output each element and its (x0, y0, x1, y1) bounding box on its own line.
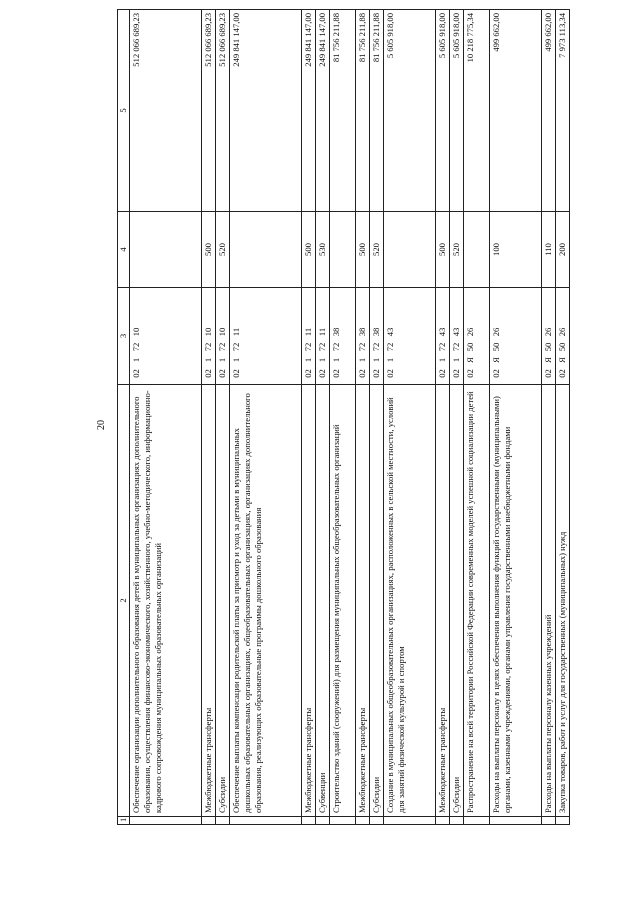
table-row (216, 10, 230, 825)
cell-empty (356, 817, 370, 825)
header-col-2: 2 (118, 385, 130, 817)
table-row (330, 10, 356, 825)
cell-code (464, 288, 490, 385)
cell-sum: 81 756 211,88 (356, 10, 370, 212)
table-row (302, 10, 316, 825)
cell-sum: 499 662,00 (542, 10, 556, 212)
code-subprogram: 1 (317, 357, 327, 363)
cell-name: Закупка товаров, работ и услуг для государственных (муниципальных) нужд (556, 385, 570, 817)
code-direction: 72 (317, 342, 327, 352)
code-subprogram: Я (557, 357, 567, 363)
cell-expense-type: 500 (202, 212, 216, 288)
table-row (316, 10, 330, 825)
code-program: 02 (357, 369, 367, 378)
table-row (356, 10, 370, 825)
code-subprogram: 1 (371, 357, 381, 363)
header-col-4: 4 (118, 212, 130, 288)
code-subprogram: 1 (437, 357, 447, 363)
cell-expense-type (330, 212, 356, 288)
cell-empty (330, 817, 356, 825)
cell-code (302, 288, 316, 385)
code-direction: 72 (131, 342, 141, 352)
table-header-row (118, 10, 130, 825)
cell-name: Межбюджетные трансферты (202, 385, 216, 817)
code-direction: 72 (203, 342, 213, 352)
cell-expense-type: 520 (450, 212, 464, 288)
code-direction: 72 (217, 342, 227, 352)
code-program: 02 (231, 369, 241, 378)
cell-code (330, 288, 356, 385)
cell-empty (202, 817, 216, 825)
cell-expense-type: 520 (370, 212, 384, 288)
cell-expense-type (464, 212, 490, 288)
cell-expense-type (384, 212, 436, 288)
cell-sum: 7 973 113,34 (556, 10, 570, 212)
cell-empty (542, 817, 556, 825)
cell-name: Субвенции (316, 385, 330, 817)
code-item: 10 (203, 327, 213, 337)
cell-code (316, 288, 330, 385)
cell-code (384, 288, 436, 385)
code-subprogram: 1 (357, 357, 367, 363)
cell-empty (450, 817, 464, 825)
code-subprogram: Я (543, 357, 553, 363)
code-direction: 50 (491, 342, 501, 352)
code-direction: 72 (331, 342, 341, 352)
cell-sum: 512 066 689,23 (216, 10, 230, 212)
code-direction: 72 (303, 342, 313, 352)
code-item: 43 (451, 327, 461, 337)
code-direction: 72 (451, 342, 461, 352)
cell-sum: 249 841 147,00 (230, 10, 302, 212)
code-program: 02 (491, 369, 501, 378)
cell-expense-type: 100 (490, 212, 542, 288)
code-subprogram: 1 (303, 357, 313, 363)
code-item: 38 (331, 327, 341, 337)
code-subprogram: 1 (451, 357, 461, 363)
code-program: 02 (465, 369, 475, 378)
code-subprogram: 1 (217, 357, 227, 363)
cell-name: Межбюджетные трансферты (436, 385, 450, 817)
code-subprogram: 1 (385, 357, 395, 363)
cell-expense-type (230, 212, 302, 288)
cell-expense-type: 500 (302, 212, 316, 288)
code-program: 02 (131, 369, 141, 378)
code-direction: 72 (437, 342, 447, 352)
cell-code (450, 288, 464, 385)
cell-empty (490, 817, 542, 825)
cell-code (202, 288, 216, 385)
cell-code (216, 288, 230, 385)
cell-sum: 5 605 918,00 (436, 10, 450, 212)
cell-sum: 5 605 918,00 (450, 10, 464, 212)
table-row (436, 10, 450, 825)
code-item: 26 (543, 327, 553, 337)
cell-name: Строительство зданий (сооружений) для размещения муниципальных общеобразовательных организаций (330, 385, 356, 817)
table-row (130, 10, 202, 825)
code-program: 02 (557, 369, 567, 378)
table-row (464, 10, 490, 825)
table-body (130, 10, 570, 825)
cell-code (436, 288, 450, 385)
cell-name: Обеспечение выплаты компенсации родительской платы за присмотр и уход за детьми в муниципальных дошкольных образовательных организациях, общеобразовательных организациях, организациях дополнительного образования, реализующих образовательные программы дошкольного образования (230, 385, 302, 817)
code-item: 26 (557, 327, 567, 337)
cell-expense-type: 530 (316, 212, 330, 288)
cell-name: Расходы на выплаты персоналу казенных учреждений (542, 385, 556, 817)
cell-code (370, 288, 384, 385)
cell-code (542, 288, 556, 385)
cell-name: Субсидии (370, 385, 384, 817)
cell-name: Субсидии (450, 385, 464, 817)
cell-expense-type: 500 (436, 212, 450, 288)
cell-empty (464, 817, 490, 825)
cell-sum: 249 841 147,00 (302, 10, 316, 212)
cell-sum: 499 662,00 (490, 10, 542, 212)
table-row (202, 10, 216, 825)
code-item: 43 (385, 327, 395, 337)
cell-sum: 512 066 689,23 (202, 10, 216, 212)
cell-empty (230, 817, 302, 825)
code-item: 10 (217, 327, 227, 337)
code-item: 10 (131, 327, 141, 337)
cell-sum: 249 841 147,00 (316, 10, 330, 212)
cell-expense-type: 500 (356, 212, 370, 288)
code-direction: 72 (357, 342, 367, 352)
cell-code (130, 288, 202, 385)
code-direction: 50 (543, 342, 553, 352)
cell-code (490, 288, 542, 385)
table-row (370, 10, 384, 825)
code-item: 11 (317, 327, 327, 337)
cell-code (356, 288, 370, 385)
table-row (450, 10, 464, 825)
table-row (490, 10, 542, 825)
cell-empty (556, 817, 570, 825)
code-item: 38 (357, 327, 367, 337)
code-subprogram: Я (491, 357, 501, 363)
cell-expense-type: 520 (216, 212, 230, 288)
cell-sum: 81 756 211,88 (370, 10, 384, 212)
table-row (384, 10, 436, 825)
code-program: 02 (217, 369, 227, 378)
cell-empty (216, 817, 230, 825)
code-direction: 72 (231, 342, 241, 352)
cell-expense-type: 110 (542, 212, 556, 288)
code-item: 11 (231, 327, 241, 337)
code-item: 43 (437, 327, 447, 337)
cell-name: Расходы на выплаты персоналу в целях обеспечения выполнения функций государственными (муниципальными) органами, казенными учреждениями, органами управления государственными внебюджетными фондами (490, 385, 542, 817)
page-number: 20 (96, 420, 107, 430)
code-direction: 72 (385, 342, 395, 352)
cell-sum: 5 605 918,00 (384, 10, 436, 212)
code-program: 02 (371, 369, 381, 378)
cell-name: Распространение на всей территории Российской Федерации современных моделей успешной социализации детей (464, 385, 490, 817)
code-direction: 50 (465, 342, 475, 352)
code-program: 02 (317, 369, 327, 378)
code-item: 26 (465, 327, 475, 337)
code-direction: 50 (557, 342, 567, 352)
code-program: 02 (303, 369, 313, 378)
code-subprogram: 1 (131, 357, 141, 363)
cell-code (230, 288, 302, 385)
code-program: 02 (203, 369, 213, 378)
cell-empty (384, 817, 436, 825)
code-program: 02 (331, 369, 341, 378)
code-subprogram: 1 (231, 357, 241, 363)
cell-empty (302, 817, 316, 825)
cell-sum: 81 756 211,88 (330, 10, 356, 212)
cell-name: Создание в муниципальных общеобразовательных организациях, расположенных в сельской местности, условий для занятий физической культурой и спортом (384, 385, 436, 817)
cell-sum: 512 066 689,23 (130, 10, 202, 212)
header-col-5: 5 (118, 10, 130, 212)
code-item: 11 (303, 327, 313, 337)
cell-sum: 10 218 775,34 (464, 10, 490, 212)
cell-empty (130, 817, 202, 825)
table-row (556, 10, 570, 825)
code-program: 02 (543, 369, 553, 378)
cell-empty (370, 817, 384, 825)
code-program: 02 (385, 369, 395, 378)
header-col-1: 1 (118, 817, 130, 825)
cell-empty (316, 817, 330, 825)
code-subprogram: 1 (203, 357, 213, 363)
code-subprogram: Я (465, 357, 475, 363)
cell-name: Межбюджетные трансферты (302, 385, 316, 817)
code-subprogram: 1 (331, 357, 341, 363)
header-col-3: 3 (118, 288, 130, 385)
cell-expense-type (130, 212, 202, 288)
cell-name: Обеспечение организации дополнительного образования детей в муниципальных организациях дополнительного образования, осуществления финансово-экономического, хозяйственного, учебно-методического, информационно-кадрового сопровождения муниципальных образовательных организаций (130, 385, 202, 817)
code-program: 02 (437, 369, 447, 378)
cell-name: Субсидии (216, 385, 230, 817)
code-program: 02 (451, 369, 461, 378)
table-row (542, 10, 556, 825)
cell-name: Межбюджетные трансферты (356, 385, 370, 817)
code-direction: 72 (371, 342, 381, 352)
cell-expense-type: 200 (556, 212, 570, 288)
table-row (230, 10, 302, 825)
code-item: 38 (371, 327, 381, 337)
cell-code (556, 288, 570, 385)
code-item: 26 (491, 327, 501, 337)
cell-empty (436, 817, 450, 825)
budget-table (117, 9, 570, 825)
